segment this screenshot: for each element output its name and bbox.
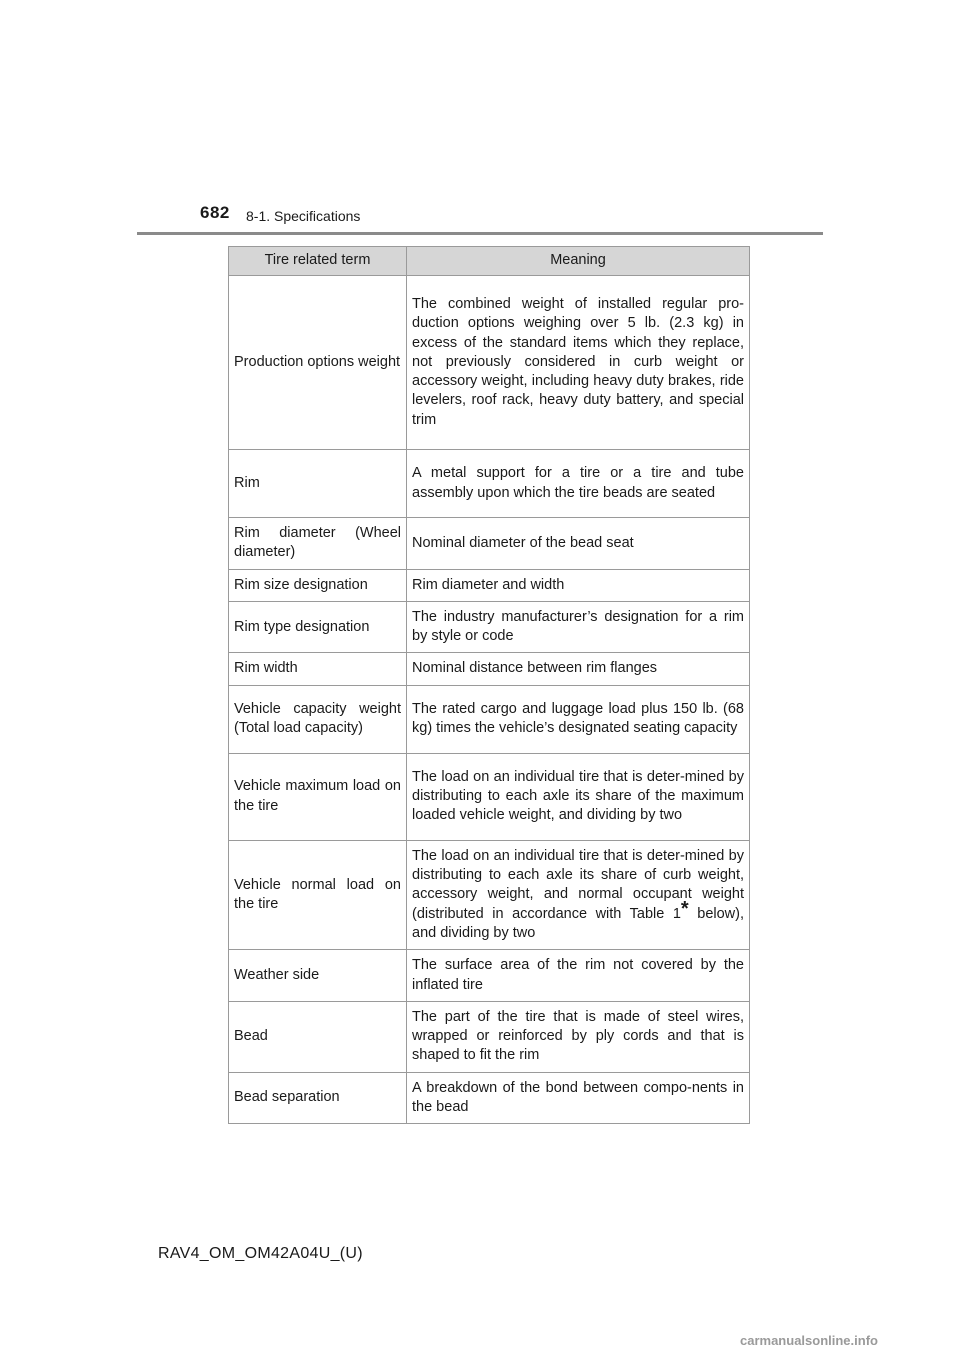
meaning-cell: Rim diameter and width xyxy=(407,569,750,601)
meaning-cell: The combined weight of installed regular pro-duction options weighing over 5 lb. (2.3 kg) in excess of the standard items which they replace, not previously considered in curb weight or accessory weight, including heavy duty brakes, ride levelers, roof rack, heavy duty battery, and special trim xyxy=(407,276,750,450)
term-cell: Weather side xyxy=(229,950,407,1002)
term-cell: Bead xyxy=(229,1001,407,1072)
table-row xyxy=(229,450,750,518)
term-cell: Rim width xyxy=(229,653,407,685)
term-cell: Rim xyxy=(229,450,407,518)
term-cell: Vehicle capacity weight (Total load capacity) xyxy=(229,685,407,753)
table-row xyxy=(229,601,750,653)
meaning-cell: The surface area of the rim not covered by the inflated tire xyxy=(407,950,750,1002)
document-code: RAV4_OM_OM42A04U_(U) xyxy=(158,1245,363,1262)
table-header-row xyxy=(229,247,750,276)
term-cell: Rim type designation xyxy=(229,601,407,653)
meaning-cell xyxy=(407,840,750,949)
watermark: carmanualsonline.info xyxy=(740,1333,878,1348)
meaning-cell: Nominal diameter of the bead seat xyxy=(407,518,750,570)
table-row xyxy=(229,1072,750,1124)
table-row xyxy=(229,518,750,570)
meaning-cell: The industry manufacturer’s designation for a rim by style or code xyxy=(407,601,750,653)
table-row xyxy=(229,950,750,1002)
meaning-cell: A breakdown of the bond between compo-nents in the bead xyxy=(407,1072,750,1124)
table-row xyxy=(229,685,750,753)
meaning-cell: The rated cargo and luggage load plus 150 lb. (68 kg) times the vehicle’s designated seating capacity xyxy=(407,685,750,753)
term-cell: Rim diameter (Wheel diameter) xyxy=(229,518,407,570)
table-row xyxy=(229,653,750,685)
header-divider xyxy=(137,232,823,235)
table-row xyxy=(229,569,750,601)
meaning-text: The load on an individual tire that is deter-mined by distributing to each axle its share of curb weight, accessory weight, and normal occupant weight (distributed in accordance with Table 1 xyxy=(412,847,744,922)
term-cell: Production options weight xyxy=(229,276,407,450)
tire-terms-table xyxy=(228,246,750,1124)
meaning-cell: The load on an individual tire that is deter-mined by distributing to each axle its share of the maximum loaded vehicle weight, and dividing by two xyxy=(407,753,750,840)
table-row xyxy=(229,276,750,450)
page-number: 682 xyxy=(200,203,230,222)
term-cell: Vehicle normal load on the tire xyxy=(229,840,407,949)
table-row xyxy=(229,753,750,840)
section-title: 8-1. Specifications xyxy=(246,208,361,224)
term-cell: Rim size designation xyxy=(229,569,407,601)
table-row xyxy=(229,840,750,949)
term-cell: Bead separation xyxy=(229,1072,407,1124)
meaning-cell: A metal support for a tire or a tire and tube assembly upon which the tire beads are seated xyxy=(407,450,750,518)
column-header-term: Tire related term xyxy=(229,247,407,276)
table-row xyxy=(229,1001,750,1072)
footnote-asterisk: * xyxy=(680,897,689,920)
meaning-cell: The part of the tire that is made of steel wires, wrapped or reinforced by ply cords and that is shaped to fit the rim xyxy=(407,1001,750,1072)
meaning-cell: Nominal distance between rim flanges xyxy=(407,653,750,685)
term-cell: Vehicle maximum load on the tire xyxy=(229,753,407,840)
meaning-text-continued: below), and dividing by two xyxy=(412,905,744,941)
column-header-meaning: Meaning xyxy=(407,247,750,276)
